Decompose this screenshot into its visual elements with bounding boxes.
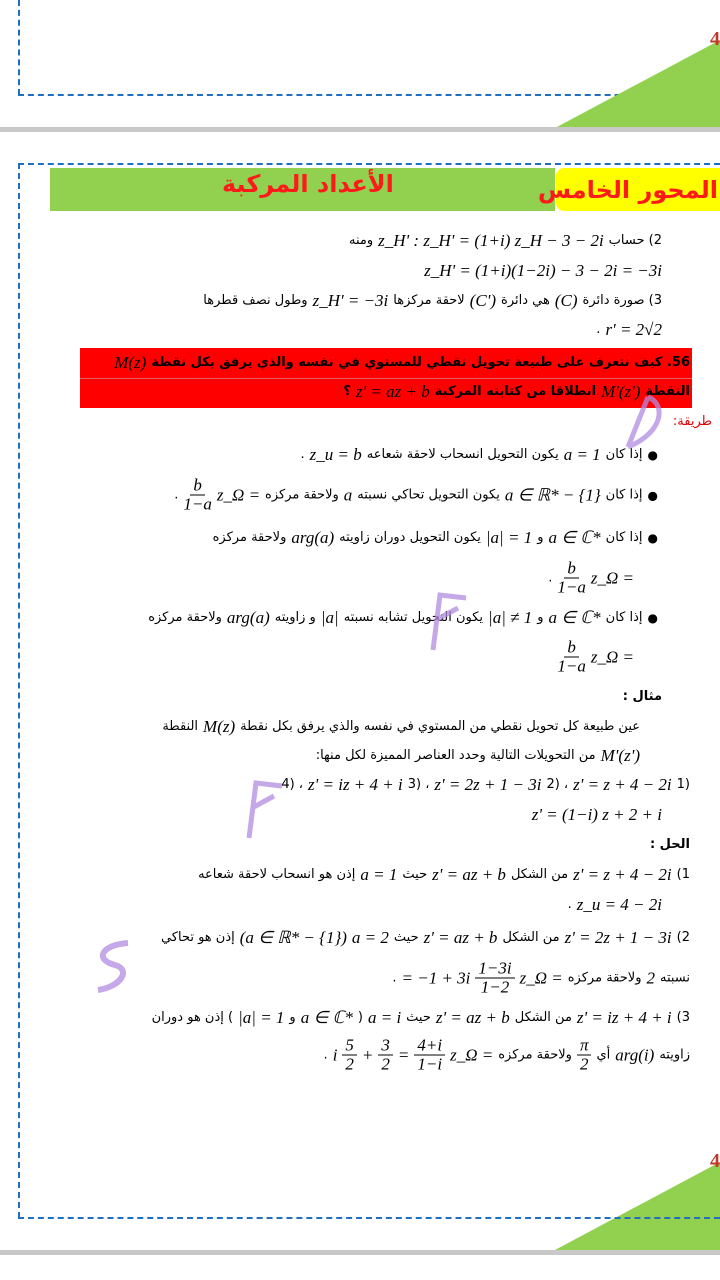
text: وطول نصف قطرها [203,293,308,308]
math-expression: z' = az + b [355,382,430,401]
text-line [349,231,662,251]
text: ، (4 [281,777,303,792]
text: 3) [676,1010,690,1025]
text: . [323,1047,328,1062]
math-expression: |a| ≠ 1 [488,608,533,627]
math-expression: + [361,1045,374,1064]
math-expression: |a| [320,608,339,627]
math-expression: arg(i) [615,1045,655,1064]
math-expression: = −1 + 3i [401,968,471,987]
text: من الشكل [510,867,569,882]
text-line [148,608,658,628]
bullet-icon: ● [647,448,658,462]
text: يكون التحويل تحاكي نسبته [357,487,500,502]
header-title: الأعداد المركبة [222,170,394,198]
text-line [548,560,634,597]
text: ( [357,1010,363,1025]
text: ، (2 [546,777,569,792]
fraction-denominator: 1−i [417,1054,443,1074]
text: يكون التحويل انسحاب لاحقة شعاعه [366,447,559,462]
math-expression: a ∈ ℝ* − {1} [504,485,601,504]
text: ، (3 [407,777,430,792]
text: ومنه [349,233,374,248]
page-border-left [18,0,20,95]
text: ولاحقة مركزه [498,1047,572,1062]
text: حيث [402,867,428,882]
text: إذا كان [605,530,643,545]
text: يكون التحويل تشابه نسبته [343,610,484,625]
math-expression: z_u = b [309,445,362,464]
text: . [392,970,397,985]
text: 3) صورة دائرة [582,293,662,308]
page-separator [0,1250,720,1255]
math-expression: z' = 2z + 1 − 3i [434,775,542,794]
math-expression: z' = iz + 4 + i [308,775,403,794]
corner-triangle [555,1162,720,1250]
fraction-numerator: 5 [342,1037,357,1056]
text: . [567,897,572,912]
text: مثال : [622,689,662,704]
text: من الشكل [514,1010,572,1025]
math-expression: a = i [367,1008,402,1027]
text-line [623,687,662,707]
math-expression: r' = 2√2 [605,320,662,339]
text: حيث [393,930,419,945]
text-line [203,291,662,311]
math-expression: a [343,485,353,504]
fraction-numerator: 1−3i [475,960,514,979]
text: 56. كيف نتعرف على طبيعة تحويل نقطي للمستوي في نفسه والذي يرفق بكل نقطة [151,355,690,370]
math-expression: M'(z') [601,382,641,401]
math-expression: M(z) [114,353,147,372]
text: 2) حساب [608,233,662,248]
text-line [316,746,640,766]
text: الحل : [649,837,690,852]
text-line [301,445,658,465]
text-line [557,639,634,676]
fraction-numerator: b [190,477,205,496]
text: النقطة [162,719,199,734]
text: . [548,570,553,585]
text-line [281,775,690,795]
bullet-icon: ● [647,611,658,625]
math-expression: (a ∈ ℝ* − {1}) [239,928,347,947]
math-expression: 2 [646,968,655,987]
fraction-numerator: b [564,639,579,658]
text: من التحويلات التالية وحدد العناصر المميزة لكل منها: [315,748,596,763]
math-expression: a = 2 [351,928,389,947]
math-expression: z' = 2z + 1 − 3i [564,928,672,947]
text-line [532,805,662,825]
text-line [424,261,662,281]
page-border-left [18,163,20,1218]
watermark-shape [90,935,135,995]
text: . [300,447,305,462]
math-expression: (C') [469,291,497,310]
fraction-numerator: π [577,1037,592,1056]
text: 2) [676,930,690,945]
page-border-bottom [18,1217,720,1219]
text: إذا كان [605,610,643,625]
text: يكون التحويل دوران زاويته [339,530,481,545]
math-expression: M'(z') [600,746,640,765]
math-expression: z' = z + 4 − 2i [573,775,672,794]
math-expression: z_H' : z_H' = (1+i) z_H − 3 − 2i [378,231,604,250]
text: انطلاقا من كتابته المركبة [434,384,597,399]
math-expression: a = 1 [360,865,398,884]
text-line [162,717,640,737]
text: و [537,610,544,625]
text-line [161,928,690,948]
math-expression: z' = z + 4 − 2i [573,865,672,884]
bullet-icon: ● [647,488,658,502]
fraction-denominator: 1−a [557,577,586,597]
text: و [289,1010,296,1025]
text: و زاويته [274,610,316,625]
math-expression: z_u = 4 − 2i [576,895,662,914]
text: . [174,487,179,502]
math-expression: arg(a) [291,528,335,547]
math-expression: z_Ω = [590,568,634,587]
fraction [557,560,585,597]
fraction-numerator: 3 [378,1037,393,1056]
math-expression: z_Ω = [216,485,261,504]
math-expression: a ∈ ℂ* [548,528,601,547]
text: (1 [676,777,690,792]
text: إذن هو تحاكي [160,930,235,945]
math-expression: z_Ω = [519,968,563,987]
text-line [568,895,662,915]
text-line [343,382,690,402]
fraction [557,639,585,676]
text-line [324,1037,690,1074]
math-expression: z_Ω = [450,1045,494,1064]
fraction-numerator: 4+i [414,1037,445,1056]
text-line [392,960,690,997]
text: ولاحقة مركزه [567,970,642,985]
math-expression: = [397,1045,410,1064]
math-expression: z' = az + b [432,865,506,884]
text-line [650,835,690,855]
math-expression: z_H' = −3i [312,291,389,310]
math-expression: z_H' = (1+i)(1−2i) − 3 − 2i = −3i [424,261,662,280]
text: أي [596,1047,611,1062]
fraction-denominator: 1−a [183,494,212,514]
math-expression: z' = (1−i) z + 2 + i [531,805,662,824]
math-expression: a = 1 [563,445,601,464]
math-expression: arg(a) [226,608,270,627]
page-number-bottom: 4 [710,1150,720,1172]
text: عين طبيعة كل تحويل نقطي من المستوي في نفسه والذي يرفق بكل نقطة [240,719,640,734]
math-expression: z' = iz + 4 + i [576,1008,672,1027]
fraction-denominator: 1−a [557,656,586,676]
page-border-top [18,163,720,165]
fraction-denominator: 2 [381,1054,390,1074]
watermark-shape [244,778,284,843]
fraction-numerator: b [564,560,579,579]
text-line [213,528,658,548]
fraction [414,1037,445,1074]
text: 1) [676,867,690,882]
math-expression: |a| = 1 [238,1008,285,1027]
fraction [475,960,514,997]
text: لاحقة مركزها [393,293,465,308]
math-expression: z_Ω = [590,647,634,666]
text: . [596,322,601,337]
text: إذا كان [605,487,643,502]
text: زاويته [659,1047,690,1062]
text-line [673,412,712,432]
text: هي دائرة [501,293,550,308]
text: من الشكل [502,930,560,945]
math-expression: z' = az + b [435,1008,510,1027]
fraction-denominator: 2 [345,1054,354,1074]
fraction [183,477,211,514]
text: ولاحقة مركزه [265,487,339,502]
text: طريقة: [672,414,712,429]
text-line [114,353,690,373]
math-expression: i [332,1045,338,1064]
bullet-icon: ● [647,531,658,545]
math-expression: a ∈ ℂ* [548,608,601,627]
math-expression: |a| = 1 [485,528,533,547]
text: حيث [406,1010,431,1025]
text: ولاحقة مركزه [212,530,287,545]
text: إذن هو انسحاب لاحقة شعاعه [198,867,356,882]
corner-triangle [555,40,720,128]
header-chapter: المحور الخامس [537,176,718,204]
fraction-denominator: 1−2 [480,977,510,997]
text: نسبته [659,970,690,985]
math-expression: a ∈ ℂ* [300,1008,353,1027]
fraction [342,1037,357,1074]
page-separator [0,127,720,132]
fraction [577,1037,592,1074]
text-line [596,320,662,340]
page-number-top: 4 [710,28,720,50]
fraction-denominator: 2 [579,1054,589,1074]
text: ؟ [343,384,351,399]
math-expression: z' = az + b [423,928,498,947]
text-line [198,865,690,885]
text: النقطة [645,384,690,399]
text: و [537,530,544,545]
math-expression: M(z) [203,717,236,736]
math-expression: (C) [554,291,578,310]
text-line [174,477,658,514]
text: ) إذن هو دوران [151,1010,234,1025]
text-line [152,1008,690,1028]
fraction [378,1037,393,1074]
text: إذا كان [605,447,643,462]
text: ولاحقة مركزه [148,610,222,625]
